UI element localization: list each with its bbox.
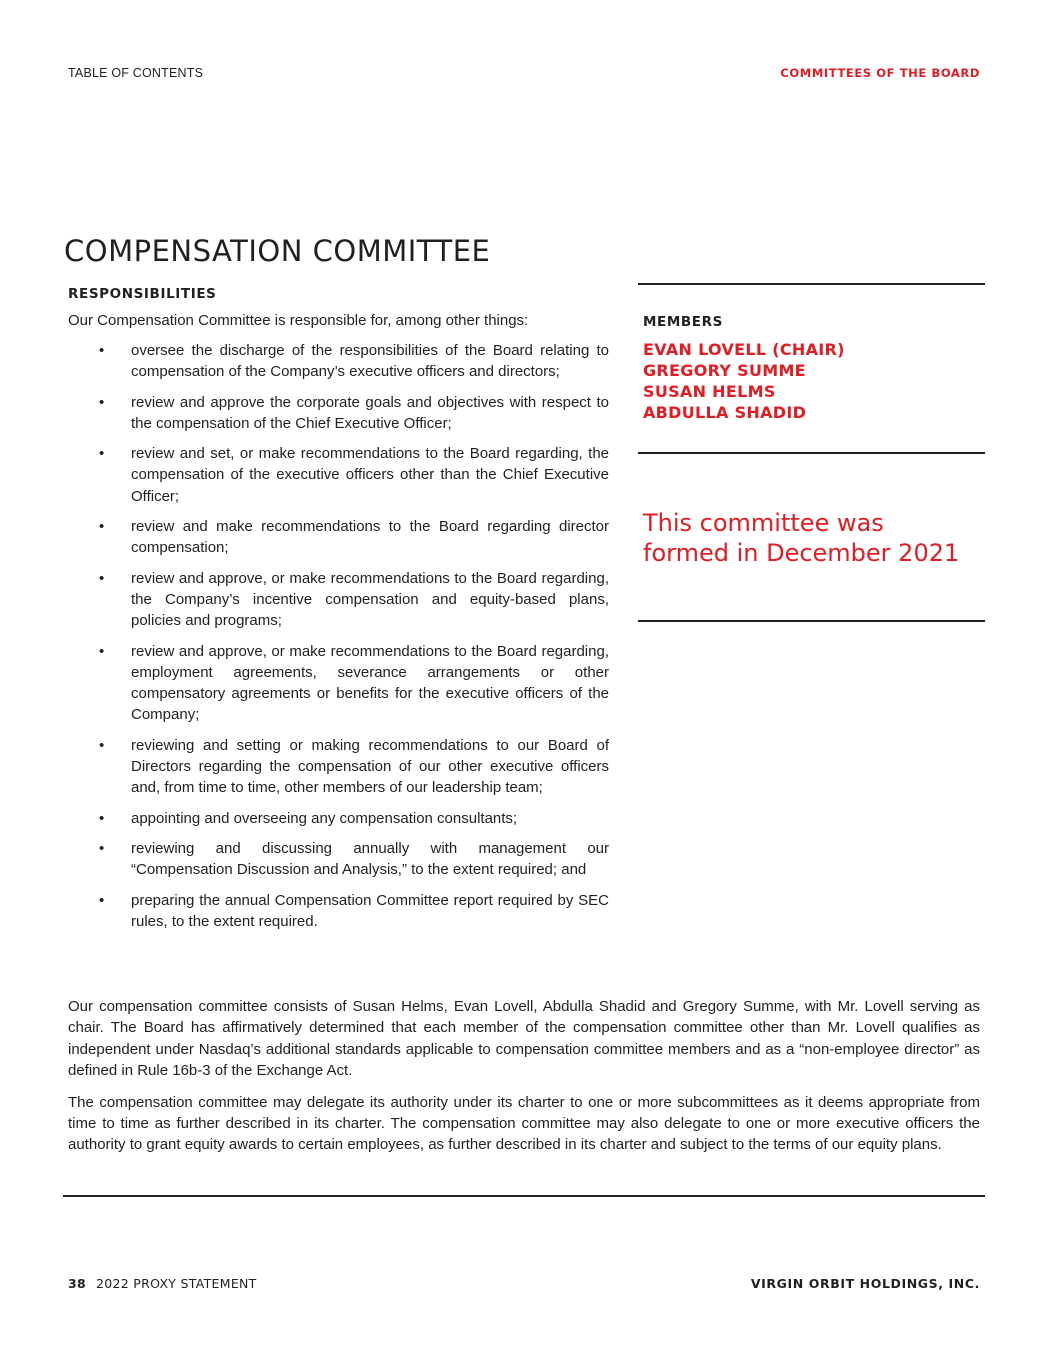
formed-note-panel bbox=[638, 454, 985, 620]
member-name: ABDULLA SHADID bbox=[643, 403, 807, 422]
members-panel bbox=[638, 285, 985, 452]
list-item bbox=[68, 392, 609, 435]
list-item-text: review and make recommendations to the Board regarding director compensation; bbox=[131, 518, 609, 557]
bullet-icon: • bbox=[99, 445, 105, 463]
bullet-icon: • bbox=[99, 569, 105, 587]
list-item bbox=[68, 735, 609, 799]
list-item bbox=[68, 443, 609, 507]
bullet-icon: • bbox=[99, 642, 105, 660]
formed-note-line: This committee was bbox=[643, 509, 884, 537]
paragraph: Our compensation committee consists of Susan Helms, Evan Lovell, Abdulla Shadid and Gregory Summe, with Mr. Lovell serving as chair. The Board has affirmatively determined that each member of the compensation committee other than Mr. Lovell qualifies as independent under Nasdaq’s additional standards applicable to compensation committee members and as a “non-employee director” as defined in Rule 16b-3 of the Exchange Act. bbox=[68, 998, 980, 1080]
list-item-text: review and set, or make recommendations to the Board regarding, the compensation of the executive officers other than the Chief Executive Officer; bbox=[131, 445, 609, 505]
bullet-icon: • bbox=[99, 518, 105, 536]
body-text bbox=[68, 996, 980, 1166]
company-name: VIRGIN ORBIT HOLDINGS, INC. bbox=[750, 1276, 980, 1291]
list-item-text: reviewing and discussing annually with management our “Compensation Discussion and Analysis,” to the extent required; and bbox=[131, 839, 609, 879]
bullet-icon: • bbox=[99, 809, 105, 827]
section-label: COMMITTEES OF THE BOARD bbox=[780, 66, 980, 80]
bullet-icon: • bbox=[99, 839, 105, 857]
list-item-text: review and approve the corporate goals and objectives with respect to the compensation of the Chief Executive Officer; bbox=[131, 393, 609, 432]
list-item-text: oversee the discharge of the responsibilities of the Board relating to compensation of the Company’s executive officers and directors; bbox=[131, 342, 609, 381]
member-name: SUSAN HELMS bbox=[643, 382, 776, 401]
table-of-contents-link[interactable]: TABLE OF CONTENTS bbox=[68, 66, 204, 80]
formed-note-line: formed in December 2021 bbox=[643, 539, 960, 567]
list-item-text: reviewing and setting or making recommendations to our Board of Directors regarding the compensation of our other executive officers and, from time to time, other members of our leadership team; bbox=[131, 736, 609, 797]
paragraph: The compensation committee may delegate its authority under its charter to one or more subcommittees as it deems appropriate from time to time as further described in its charter. The compensation committee may also delegate to one or more executive officers the authority to grant equity awards to certain employees, as further described in its charter and subject to the terms of our equity plans. bbox=[68, 1093, 980, 1154]
responsibilities-intro: Our Compensation Committee is responsible for, among other things: bbox=[68, 312, 529, 329]
list-item bbox=[68, 808, 609, 829]
list-item-text: review and approve, or make recommendations to the Board regarding, employment agreements, severance arrangements or other compensatory agreements or benefits for the executive officers of the Company; bbox=[131, 642, 609, 724]
members-heading: MEMBERS bbox=[643, 314, 723, 330]
responsibilities-heading: RESPONSIBILITIES bbox=[68, 286, 217, 302]
list-item bbox=[68, 568, 609, 632]
list-item-text: preparing the annual Compensation Committee report required by SEC rules, to the extent required. bbox=[131, 891, 609, 930]
divider bbox=[63, 1195, 985, 1197]
list-item bbox=[68, 340, 609, 383]
footer-left bbox=[68, 1276, 257, 1291]
member-name: GREGORY SUMME bbox=[643, 361, 806, 380]
sidebar bbox=[638, 283, 985, 622]
responsibilities-section bbox=[68, 286, 609, 941]
bullet-icon: • bbox=[99, 736, 105, 754]
bullet-icon: • bbox=[99, 891, 105, 909]
document-title: 2022 PROXY STATEMENT bbox=[96, 1276, 257, 1291]
list-item bbox=[68, 890, 609, 933]
list-item bbox=[68, 516, 609, 559]
page-number: 38 bbox=[68, 1276, 86, 1291]
responsibilities-list bbox=[68, 340, 609, 932]
list-item bbox=[68, 641, 609, 726]
page-title: COMPENSATION COMMITTEE bbox=[64, 234, 491, 268]
list-item-text: review and approve, or make recommendations to the Board regarding, the Company’s incentive compensation and equity-based plans, policies and programs; bbox=[131, 569, 609, 630]
list-item-text: appointing and overseeing any compensation consultants; bbox=[131, 809, 518, 827]
bullet-icon: • bbox=[99, 393, 105, 411]
list-item bbox=[68, 838, 609, 881]
bullet-icon: • bbox=[99, 342, 105, 359]
divider bbox=[638, 620, 985, 622]
member-name: EVAN LOVELL (CHAIR) bbox=[643, 340, 845, 359]
